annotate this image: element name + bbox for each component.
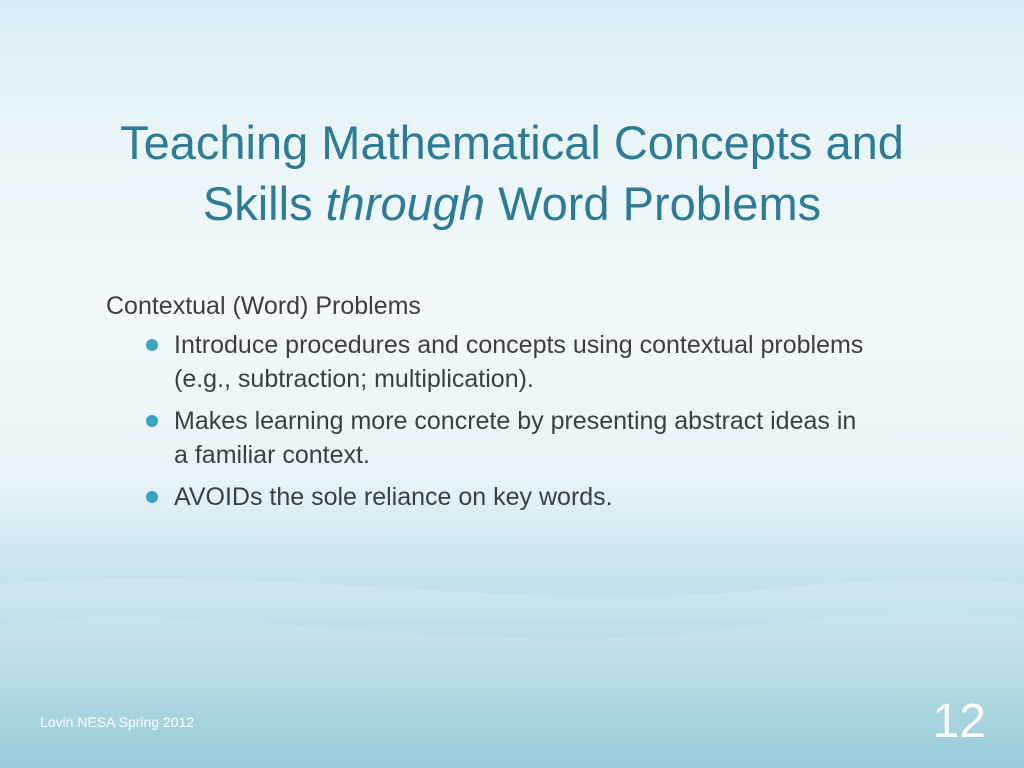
slide-title [60, 112, 964, 234]
bullet-text-line: (e.g., subtraction; multiplication). [174, 365, 534, 393]
title-line-1: Teaching Mathematical Concepts and [120, 116, 904, 169]
bullet-item [106, 480, 976, 514]
bullet-text-line: Introduce procedures and concepts using contextual problems [174, 331, 864, 359]
slide-number: 12 [932, 695, 986, 748]
bullet-dot-icon [146, 415, 158, 427]
bullet-item [106, 328, 976, 396]
bullet-text-line: a familiar context. [174, 441, 370, 469]
bullet-item [106, 404, 976, 472]
bullet-dot-icon [146, 339, 158, 351]
title-line-2-start: Skills [202, 177, 326, 230]
slide-footer: Lovin NESA Spring 2012 [40, 714, 195, 730]
bullet-text-line: Makes learning more concrete by presenting abstract ideas in [174, 407, 857, 435]
bullet-dot-icon [146, 491, 158, 503]
section-heading: Contextual (Word) Problems [106, 292, 421, 320]
slide-content [106, 286, 976, 522]
bullet-list [106, 328, 976, 514]
title-emphasis: through [325, 177, 486, 230]
title-line-2-end: Word Problems [485, 177, 822, 230]
bullet-text-line: AVOIDs the sole reliance on key words. [174, 483, 613, 511]
